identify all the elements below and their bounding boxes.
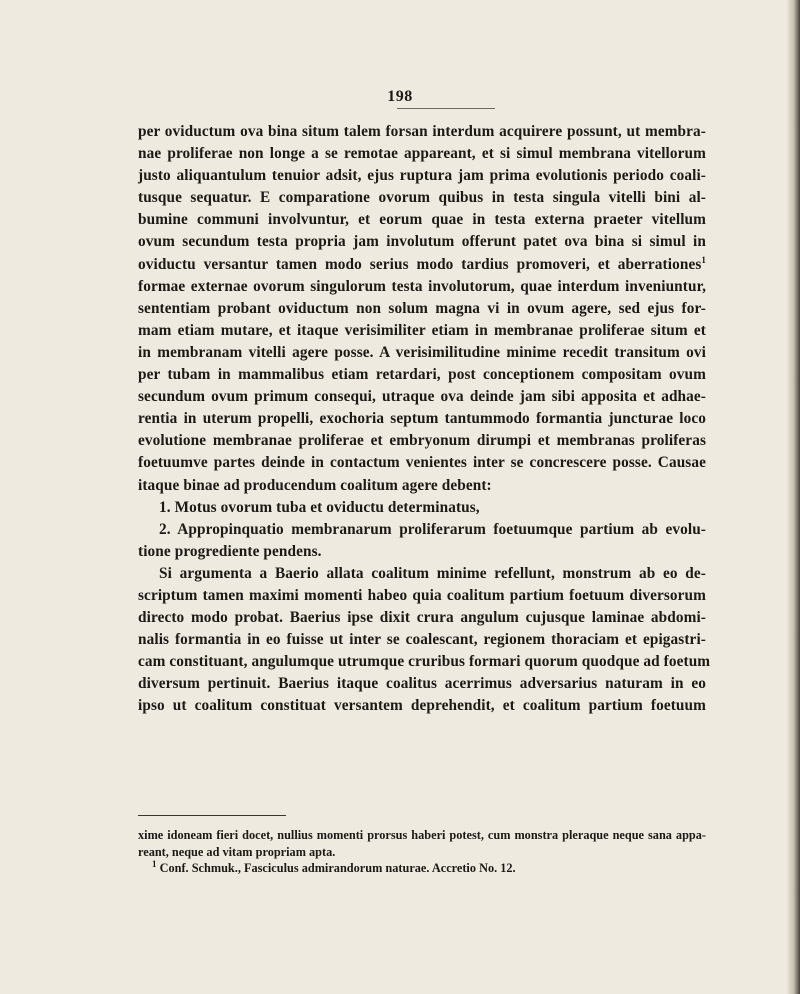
para2-line-6: diversum pertinuit. Baerius itaque coalitus acerrimus adversarius naturam in eo (138, 675, 706, 693)
body-line-13: secundum ovum primum consequi, utraque ova deinde jam sibi apposita et adhae- (138, 388, 706, 406)
footnote-rule (138, 815, 286, 816)
footnote-1-text: Conf. Schmuk., Fasciculus admirandorum naturae. Accretio No. 12. (159, 861, 516, 876)
list-item-2: 2. Appropinquatio membranarum proliferarum foetuumque partium ab evolu- (159, 520, 706, 538)
body-line-10: mam etiam mutare, et itaque verisimiliter etiam in membranae proliferae situm et (138, 321, 706, 339)
list-item-2-cont: tione progrediente pendens. (138, 542, 322, 560)
body-line-5: bumine communi involvuntur, et eorum quae in testa externa praeter vitellum (138, 211, 706, 229)
footnote-continuation-2: reant, neque ad vitam propriam apta. (138, 844, 336, 859)
footnote-ref-1[interactable]: 1 (701, 254, 706, 265)
body-line-12: per tubam in mammalibus etiam retardari, post conceptionem compositam ovum (138, 366, 706, 384)
body-line-9: sententiam probant oviductum non solum magna vi in ovum agere, sed ejus for- (138, 299, 706, 317)
para2-line-3: directo modo probat. Baerius ipse dixit crura angulum cujusque laminae abdomi- (138, 609, 706, 627)
list-item-1: 1. Motus ovorum tuba et oviductu determinatus, (159, 498, 480, 516)
footnote-1 (138, 860, 706, 877)
body-line-7 (138, 254, 706, 276)
para2-line-7: ipso ut coalitum constituat versantem deprehendit, et coalitum partium foetuum (138, 697, 706, 715)
page-number-rule (397, 108, 495, 109)
body-line-14: rentia in uterum propelli, exochoria septum tantummodo formantia juncturae loco (138, 410, 706, 428)
page-edge-shadow (786, 0, 800, 994)
body-line-3: justo aliquantulum tenuior adsit, ejus ruptura jam prima evolutionis periodo coali- (138, 167, 706, 185)
body-line-15: evolutione membranae proliferae et embryonum dirumpi et membranas proliferas (138, 432, 706, 450)
body-line-7-text: oviductu versantur tamen modo serius modo tardius promoveri, et aberrationes (138, 255, 702, 273)
body-line-8: formae externae ovorum singulorum testa involutorum, quae interdum inveniuntur, (138, 277, 706, 295)
para2-line-5: cam constituant, angulumque utrumque cruribus formari quorum quodque ad foetum (138, 653, 711, 671)
page-number: 198 (387, 88, 413, 105)
footnote-1-marker: 1 (152, 859, 157, 870)
para2-line-2: scriptum tamen maximi momenti habeo quia coalitum partium foetuum diversorum (138, 586, 706, 604)
main-text (138, 121, 711, 718)
footnote-continuation-1: xime idoneam fieri docet, nullius momenti prorsus haberi potest, cum monstra pleraque neque sana appa- (138, 828, 706, 842)
footnotes (138, 827, 706, 877)
body-line-17: itaque binae ad producendum coalitum agere debent: (138, 476, 492, 494)
body-line-2: nae proliferae non longe a se remotae appareant, et si simul membrana vitellorum (138, 145, 706, 163)
body-line-6: ovum secundum testa propria jam involutum offerunt patet ova bina si simul in (138, 233, 706, 251)
para2-line-4: nalis formantia in eo fuisse ut inter se coalescant, regionem thoraciam et epigastri- (138, 631, 706, 649)
body-line-11: in membranam vitelli agere posse. A verisimilitudine minime recedit transitum ovi (138, 343, 706, 361)
para2-line-1: Si argumenta a Baerio allata coalitum minime refellunt, monstrum ab eo de- (159, 564, 706, 582)
body-line-1: per oviductum ova bina situm talem forsan interdum acquirere possunt, ut membra- (138, 123, 706, 140)
body-line-4: tusque sequatur. E comparatione ovorum quibus in testa singula vitelli bini al- (138, 189, 706, 207)
body-line-16: foetuumve partes deinde in contactum venientes inter se concrescere posse. Causae (138, 454, 706, 472)
